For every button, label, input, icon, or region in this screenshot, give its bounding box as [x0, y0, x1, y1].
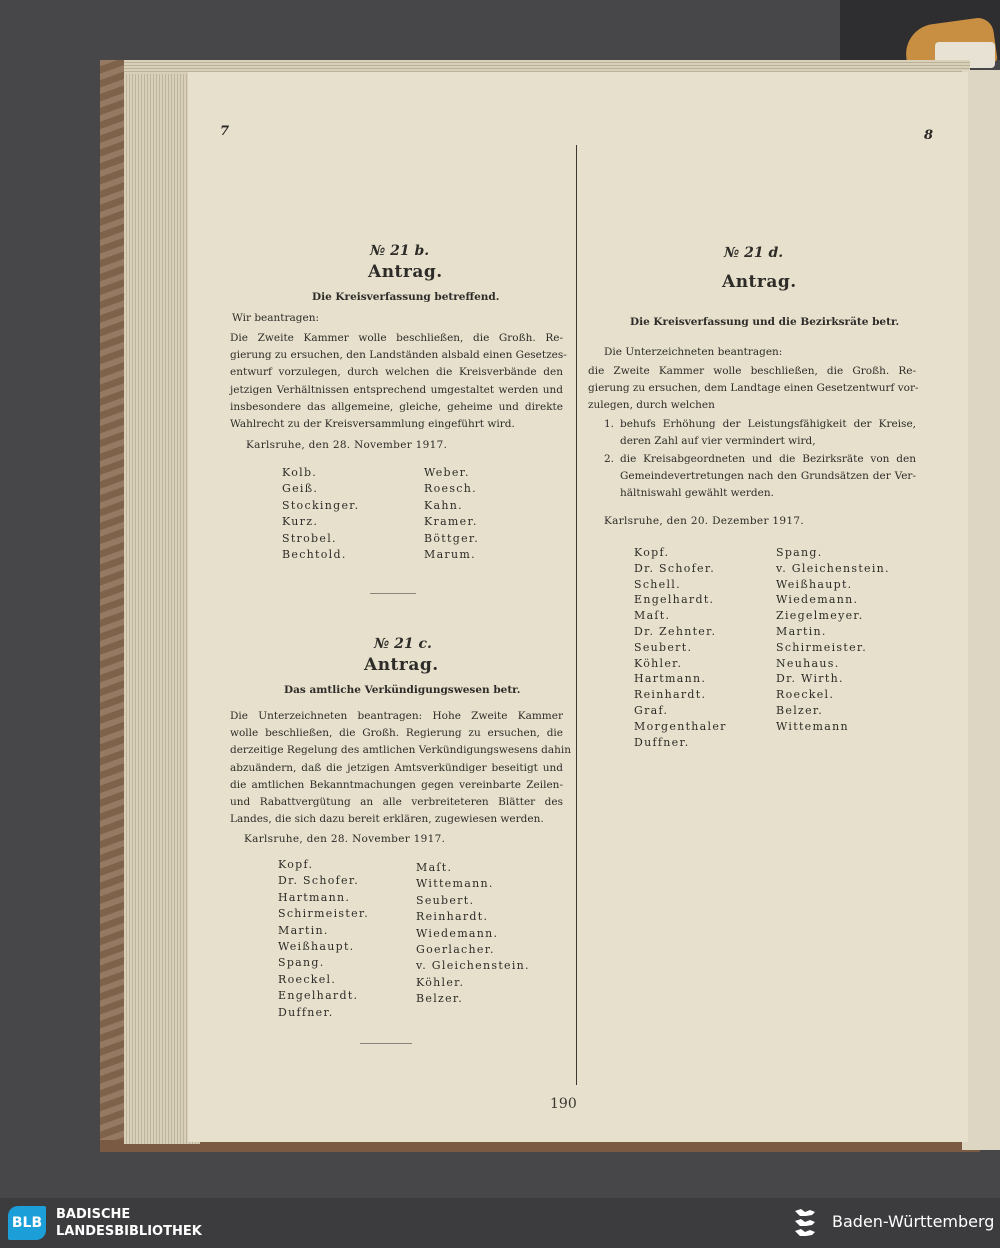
signer-name: Köhler.	[634, 656, 683, 670]
text-line: Die Unterzeichneten beantragen: Hohe Zweite Kammer	[230, 710, 563, 722]
signer-name: Duffner.	[634, 735, 690, 749]
signer-name: Wiedemann.	[416, 926, 499, 940]
text-line: behufs Erhöhung der Leistungsfähigkeit der Kreise,	[620, 418, 916, 430]
section-separator	[370, 593, 416, 594]
text-line: wolle beschließen, die Großh. Regierung zu ersuchen, die	[230, 727, 563, 740]
text-line: Wahlrecht zu der Kreisversammlung eingeführt wird.	[230, 418, 515, 431]
motion-21d-item-2	[620, 451, 916, 503]
motion-21b-heading: Antrag.	[368, 262, 443, 282]
page-number-right: 8	[924, 128, 934, 143]
signer-name: Kolb.	[282, 466, 318, 479]
library-name-line2: LANDESBIBLIOTHEK	[56, 1224, 202, 1239]
footer-bar	[0, 1198, 1000, 1248]
motion-21c-heading: Antrag.	[364, 655, 439, 675]
signer-name: Böttger.	[424, 531, 480, 545]
signer-name: v. Gleichenstein.	[416, 959, 530, 973]
signer-name: Köhler.	[416, 975, 465, 989]
text-line: abzuändern, daß die jetzigen Amtsverkündiger beseitigt und	[230, 761, 563, 774]
text-line: insbesondere das allgemeine, gleiche, geheime und direkte	[230, 400, 563, 413]
text-line: die Kreisabgeordneten und die Bezirksräte von den	[620, 453, 916, 465]
motion-21d-place-date: Karlsruhe, den 20. Dezember 1917.	[604, 515, 804, 527]
text-line: derzeitige Regelung des amtlichen Verkündigungswesens dahin	[230, 744, 572, 757]
signer-name: Reinhardt.	[416, 910, 489, 924]
signer-name: Wittemann	[776, 719, 849, 733]
list-item-number: 1.	[604, 418, 615, 430]
motion-21d-intro: Die Unterzeichneten beantragen:	[604, 346, 783, 358]
motion-21d-item-1	[620, 416, 916, 450]
signer-name: Kramer.	[424, 515, 478, 529]
library-name-line1: BADISCHE	[56, 1207, 131, 1222]
signer-name: Graf.	[634, 704, 669, 717]
motion-21b-intro: Wir beantragen:	[232, 312, 320, 324]
folio-number: 190	[550, 1096, 577, 1112]
signer-name: Goerlacher.	[416, 943, 495, 956]
motion-21d-heading: Antrag.	[722, 272, 797, 292]
text-line: Landes, die sich dazu bereit erklären, zugewiesen werden.	[230, 813, 544, 826]
text-line: hältniswahl gewählt werden.	[620, 487, 774, 500]
signer-name: Roeckel.	[776, 688, 835, 702]
signer-name: Spang.	[278, 956, 325, 970]
text-line: gierung zu ersuchen, den Landständen alsbald einen Gesetzes-	[230, 349, 567, 362]
signer-name: v. Gleichenstein.	[776, 561, 890, 575]
motion-21d-number: № 21 d.	[724, 245, 784, 261]
signer-name: Stockinger.	[282, 498, 360, 512]
text-line: deren Zahl auf vier vermindert wird,	[620, 435, 816, 448]
text-line: jetzigen Verhältnissen entsprechend umgestaltet werden und	[230, 383, 563, 396]
signer-name: Weber.	[424, 466, 470, 479]
motion-21c-subject: Das amtliche Verkündigungswesen betr.	[284, 684, 521, 696]
signer-name: Schell.	[634, 577, 681, 591]
signer-name: Dr. Wirth.	[776, 672, 844, 686]
text-line: zulegen, durch welchen	[588, 399, 715, 412]
signer-name: Dr. Schofer.	[634, 561, 715, 575]
signer-name: Duffner.	[278, 1005, 334, 1019]
signer-name: Roesch.	[424, 482, 477, 496]
signer-name: Engelhardt.	[634, 593, 715, 607]
signer-name: Dr. Schofer.	[278, 874, 359, 888]
text-line: die Zweite Kammer wolle beschließen, die Großh. Re-	[588, 365, 916, 377]
signer-name: Bechtold.	[282, 548, 347, 561]
signer-name: Kopf.	[278, 858, 314, 871]
signer-name: Martin.	[278, 923, 329, 937]
text-line: Gemeindevertretungen nach den Grundsätzen der Ver-	[620, 470, 916, 483]
signer-name: Schirmeister.	[776, 640, 868, 654]
motion-21b-subject: Die Kreisverfassung betreffend.	[312, 291, 500, 303]
library-name[interactable]	[56, 1206, 202, 1240]
motion-21b-text	[230, 330, 567, 433]
list-item-number: 2.	[604, 453, 615, 465]
signer-name: Kopf.	[634, 546, 670, 559]
motion-21d-subject: Die Kreisverfassung und die Bezirksräte betr.	[630, 316, 900, 328]
text-line: entwurf vorzulegen, durch welchen die Kreisverbände den	[230, 366, 563, 379]
motion-21d-text	[588, 363, 919, 415]
text-line: und Rabattvergütung an alle verbreiteteren Blätter des	[230, 796, 563, 809]
motion-21c-text	[230, 708, 572, 828]
signer-name: Reinhardt.	[634, 688, 707, 702]
signer-name: Marum.	[424, 548, 476, 561]
signer-name: Kahn.	[424, 498, 463, 512]
page-number-left: 7	[220, 124, 230, 139]
signer-name: Weißhaupt.	[278, 940, 355, 953]
motion-21b-place-date: Karlsruhe, den 28. November 1917.	[246, 439, 448, 451]
signer-name: Roeckel.	[278, 972, 337, 986]
signer-name: Spang.	[776, 546, 823, 559]
signer-name: Strobel.	[282, 531, 337, 545]
motion-21c-number: № 21 c.	[374, 636, 432, 652]
signer-name: Belzer.	[416, 992, 464, 1006]
state-name[interactable]: Baden-Württemberg	[832, 1212, 995, 1231]
signer-name: Geiß.	[282, 482, 319, 496]
text-line: gierung zu ersuchen, dem Landtage einen Gesetzentwurf vor-	[588, 382, 919, 395]
signer-name: Hartmann.	[634, 672, 707, 686]
signer-name: Kurz.	[282, 515, 319, 529]
signer-name: Seubert.	[416, 893, 475, 907]
signer-name: Wiedemann.	[776, 593, 859, 607]
signer-name: Neuhaus.	[776, 656, 840, 670]
signer-name: Engelhardt.	[278, 989, 359, 1003]
blb-logo-icon[interactable]: BLB	[8, 1206, 46, 1240]
section-separator	[360, 1043, 412, 1044]
lions-crest-icon	[792, 1207, 818, 1239]
motion-21c-place-date: Karlsruhe, den 28. November 1917.	[244, 833, 446, 845]
signer-name: Schirmeister.	[278, 907, 370, 921]
signer-name: Maſt.	[416, 861, 453, 874]
signer-name: Dr. Zehnter.	[634, 625, 717, 638]
signer-name: Seubert.	[634, 640, 693, 654]
motion-21b-number: № 21 b.	[370, 243, 430, 259]
text-line: die amtlichen Bekanntmachungen gegen vereinbarte Zeilen-	[230, 778, 563, 791]
signer-name: Wittemann.	[416, 877, 494, 891]
signer-name: Hartmann.	[278, 890, 351, 904]
signer-name: Ziegelmeyer.	[776, 609, 864, 623]
signer-name: Weißhaupt.	[776, 577, 853, 591]
signer-name: Belzer.	[776, 704, 824, 717]
text-line: Die Zweite Kammer wolle beschließen, die Großh. Re-	[230, 332, 563, 344]
signer-name: Maſt.	[634, 609, 671, 623]
signer-name: Morgenthaler	[634, 719, 727, 733]
column-divider	[576, 145, 577, 1085]
signer-name: Martin.	[776, 625, 827, 638]
